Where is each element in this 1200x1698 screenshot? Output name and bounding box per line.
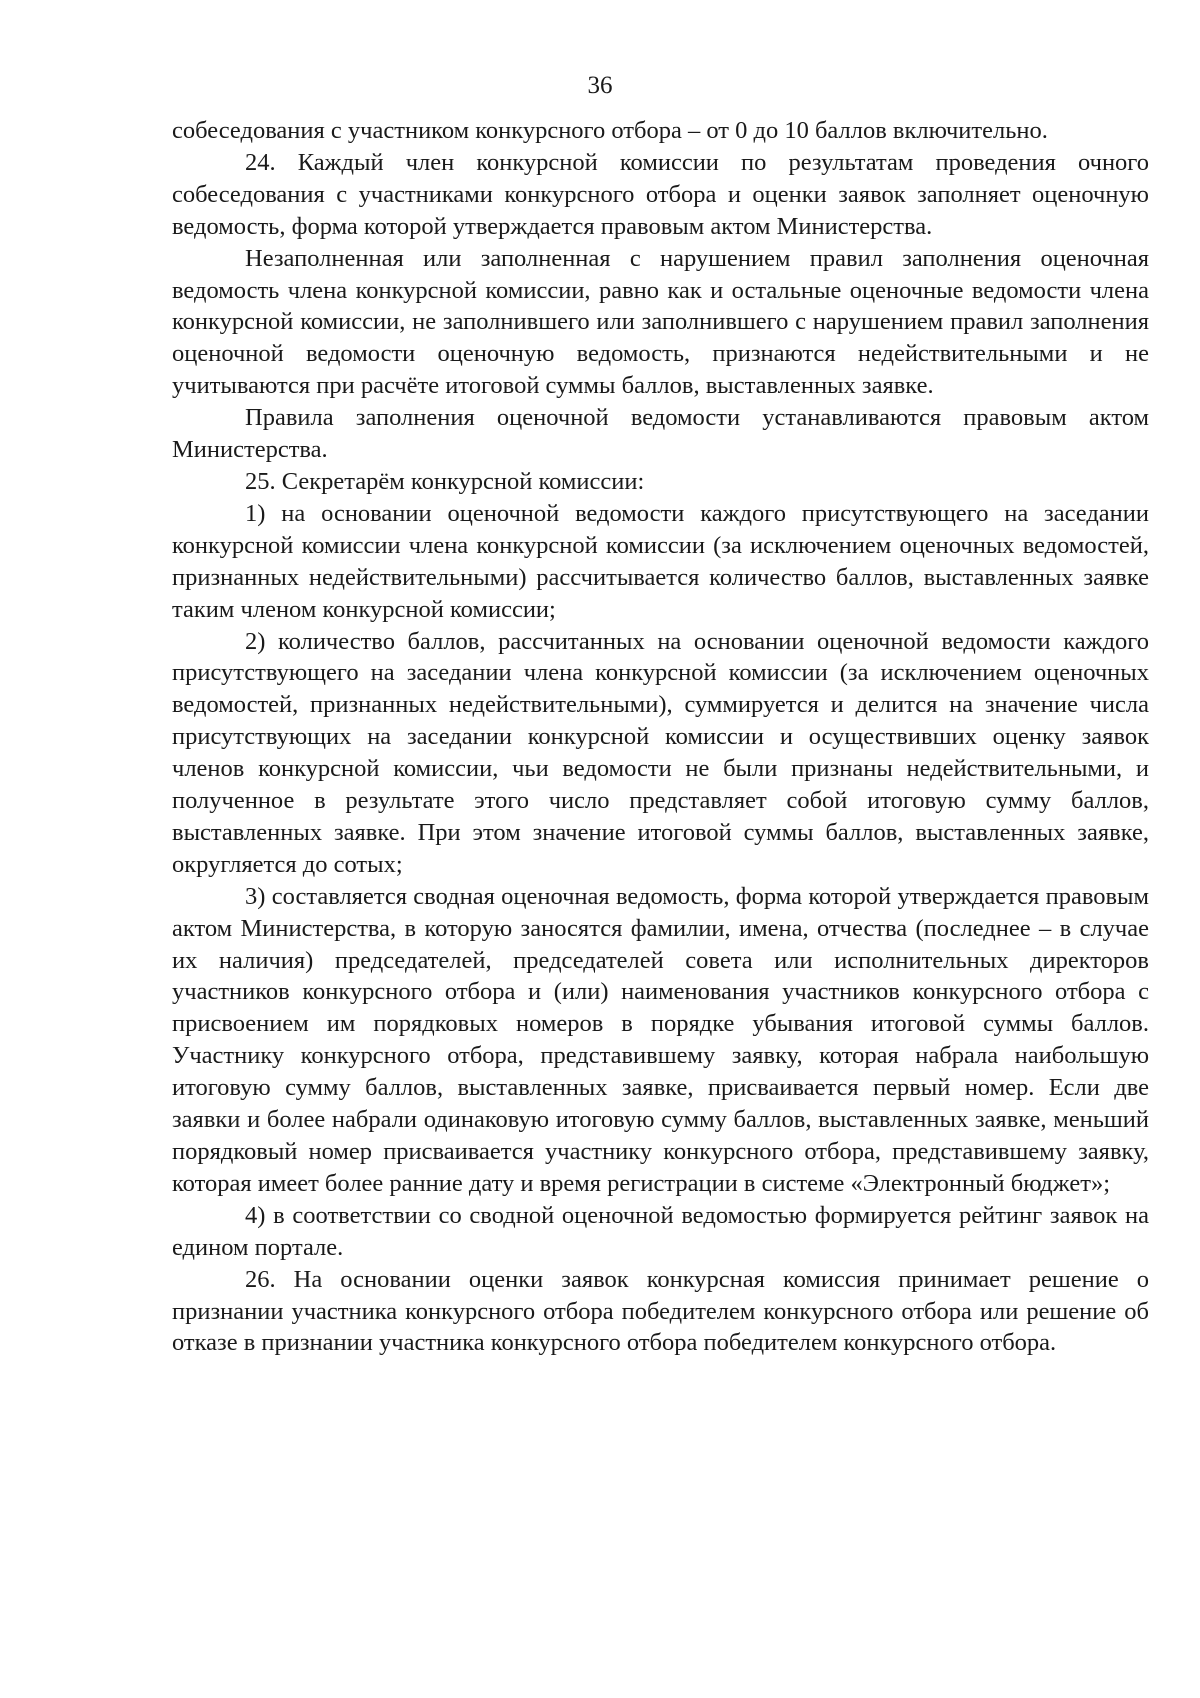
paragraph-subitem-3: 3) составляется сводная оценочная ведомость, форма которой утверждается правовым актом Министерства, в которую заносятся фамилии, имена, отчества (последнее – в случае их наличия) председателей, председателей совета или исполнительных директоров участников конкурсного отбора и (или) наименования участников конкурсного отбора с присвоением им порядковых номеров в порядке убывания итоговой суммы баллов. Участнику конкурсного отбора, представившему заявку, которая набрала наибольшую итоговую сумму баллов, выставленных заявке, присваивается первый номер. Если две заявки и более набрали одинаковую итоговую сумму баллов, выставленных заявке, меньший порядковый номер присваивается участнику конкурсного отбора, представившему заявку, которая имеет более ранние дату и время регистрации в системе «Электронный бюджет»;	[172, 882, 1149, 1197]
paragraph-item-25: 25. Секретарём конкурсной комиссии:	[245, 467, 645, 495]
paragraph-invalid-sheets: Незаполненная или заполненная с нарушением правил заполнения оценочная ведомость члена конкурсной комиссии, равно как и остальные оценочные ведомости члена конкурсной комиссии, не заполнившего или заполнившего с нарушением правил заполнения оценочной ведомости оценочную ведомость, признаются недействительными и не учитываются при расчёте итоговой суммы баллов, выставленных заявке.	[172, 244, 1149, 400]
paragraph-filling-rules: Правила заполнения оценочной ведомости устанавливаются правовым актом Министерства.	[172, 404, 1149, 464]
paragraph-item-24: 24. Каждый член конкурсной комиссии по результатам проведения очного собеседования с участниками конкурсного отбора и оценки заявок заполняет оценочную ведомость, форма которой утверждается правовым актом Министерства.	[172, 148, 1149, 240]
paragraph-continuation: собеседования с участником конкурсного отбора – от 0 до 10 баллов включительно.	[172, 117, 1048, 144]
paragraph-item-26: 26. На основании оценки заявок конкурсная комиссия принимает решение о признании участника конкурсного отбора победителем конкурсного отбора или решение об отказе в признании участника конкурсного отбора победителем конкурсного отбора.	[172, 1265, 1149, 1357]
document-body	[172, 115, 1149, 1359]
paragraph-subitem-1: 1) на основании оценочной ведомости каждого присутствующего на заседании конкурсной комиссии члена конкурсной комиссии (за исключением оценочных ведомостей, признанных недействительными) рассчитывается количество баллов, выставленных заявке таким членом конкурсной комиссии;	[172, 499, 1149, 623]
page-number: 36	[587, 72, 613, 99]
paragraph-subitem-4: 4) в соответствии со сводной оценочной ведомостью формируется рейтинг заявок на едином портале.	[172, 1201, 1149, 1261]
paragraph-subitem-2: 2) количество баллов, рассчитанных на основании оценочной ведомости каждого присутствующего на заседании члена конкурсной комиссии (за исключением оценочных ведомостей, признанных недействительными), суммируется и делится на значение числа присутствующих на заседании конкурсной комиссии и осуществивших оценку заявок членов конкурсной комиссии, чьи ведомости не были признаны недействительными, и полученное в результате этого число представляет собой итоговую сумму баллов, выставленных заявке. При этом значение итоговой суммы баллов, выставленных заявке, округляется до сотых;	[172, 627, 1149, 878]
